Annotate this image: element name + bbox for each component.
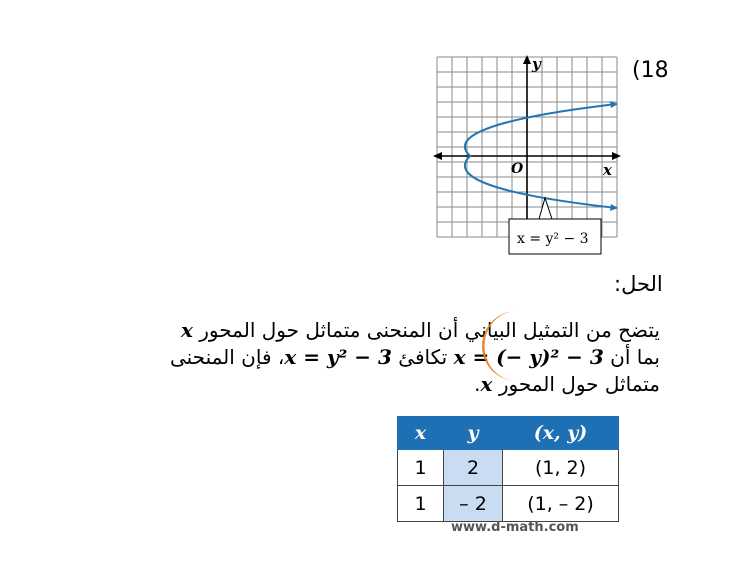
table-cell-y: 2 xyxy=(444,450,503,486)
y-axis-label: y xyxy=(532,55,541,73)
solution-line-2-suffix: ، فإن المنحنى xyxy=(169,345,285,369)
table-cell-x: 1 xyxy=(398,450,444,486)
table-header-y: y xyxy=(444,417,503,450)
solution-line-2-mid: تكافئ xyxy=(391,345,454,369)
origin-label: O xyxy=(511,161,524,177)
table-header-x: x xyxy=(398,417,444,450)
table-cell-y: – 2 xyxy=(444,486,503,522)
table-header-row xyxy=(398,417,619,450)
table-row xyxy=(398,486,619,522)
watermark: www.d-math.com xyxy=(451,520,579,535)
solution-line-1-text: يتضح من التمثيل البياني أن المنحنى متماثل حول المحور xyxy=(192,318,660,342)
point-table xyxy=(397,416,619,522)
solution-line-2-prefix: بما أن xyxy=(603,345,660,369)
equation-label: x = y² − 3 xyxy=(517,231,589,247)
problem-number: (18 xyxy=(632,58,669,83)
solution-line-2 xyxy=(170,345,660,369)
table-cell-x: 1 xyxy=(398,486,444,522)
table-cell-point: (1, 2) xyxy=(503,450,619,486)
table-header-point: (x, y) xyxy=(503,417,619,450)
table-cell-point: (1, – 2) xyxy=(503,486,619,522)
solution-line-3-var: x xyxy=(480,372,493,396)
solution-line-1 xyxy=(181,318,660,342)
x-axis-label: x xyxy=(603,161,612,179)
solution-line-3-end: . xyxy=(474,372,481,396)
equation-2: x = y² − 3 xyxy=(284,345,392,369)
table-row xyxy=(398,450,619,486)
parabola-graph xyxy=(430,52,625,262)
solution-label: الحل: xyxy=(614,272,663,296)
equation-1: x = (− y)² − 3 xyxy=(453,345,604,369)
crescent-logo-icon xyxy=(481,307,531,385)
solution-line-1-var: x xyxy=(180,318,193,342)
solution-line-3-text: متماثل حول المحور xyxy=(492,372,660,396)
